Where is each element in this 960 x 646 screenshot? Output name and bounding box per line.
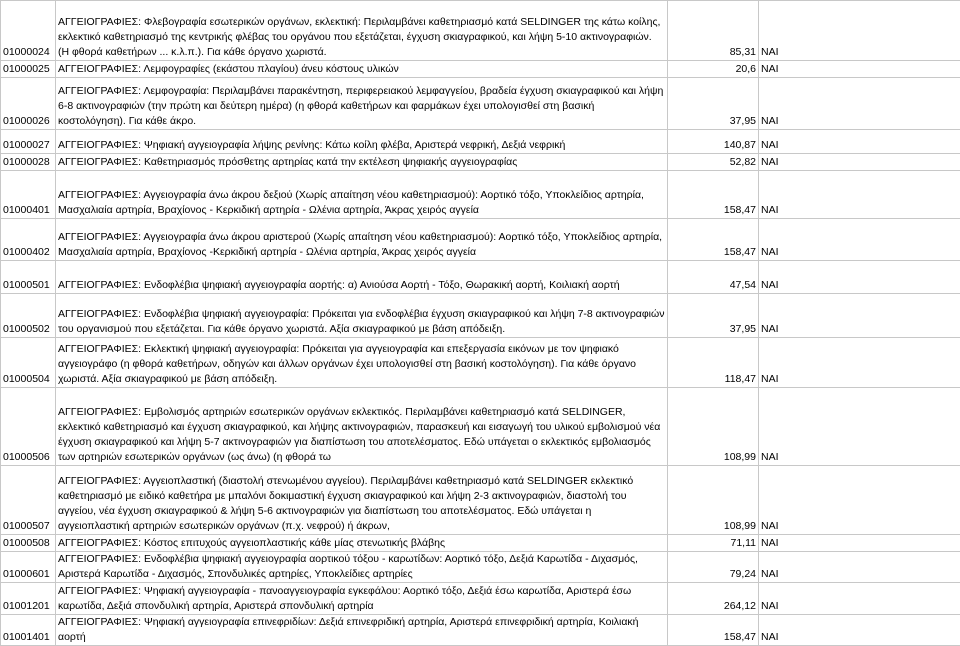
procedure-description-text: ΑΓΓΕΙΟΓΡΑΦΙΕΣ: Ψηφιακή αγγειογραφία λήψης ρενίνης: Κάτω κοίλη φλέβα, Αριστερά νεφρική, Δεξιά νεφρική: [58, 138, 665, 153]
procedure-price[interactable]: 79,24: [668, 552, 759, 583]
procedure-description[interactable]: [56, 615, 668, 646]
procedure-description[interactable]: [56, 130, 668, 154]
procedure-description-text: ΑΓΓΕΙΟΓΡΑΦΙΕΣ: Εμβολισμός αρτηριών εσωτερικών οργάνων εκλεκτικός. Περιλαμβάνει καθετηριασμό κατά SELDINGER, εκλεκτικό καθετηριασμό και έγχυση σκιαγραφικού, και λήψης ακτινογραφιών, παρασκευή και εισαγωγή του υλικού εμβολισμού νέα έγχυση σκιαγραφικού και λήψη 5-7 ακτινογραφιών για διαπίστωση του αποτελέσματος. Εδώ υπάγεται ο εκλεκτικός εμβολιασμός των αρτηριών εσωτερικών οργάνων (ως άνω) (η φθορά τω: [58, 405, 665, 465]
procedure-code[interactable]: 01000506: [1, 388, 56, 466]
procedure-description[interactable]: [56, 535, 668, 552]
procedure-code[interactable]: 01000025: [1, 61, 56, 78]
procedure-code[interactable]: 01000401: [1, 171, 56, 219]
table-row: [1, 171, 960, 219]
procedure-code[interactable]: 01000027: [1, 130, 56, 154]
procedure-price[interactable]: 52,82: [668, 154, 759, 171]
procedure-price[interactable]: 264,12: [668, 583, 759, 615]
coverage-flag[interactable]: ΝΑΙ: [759, 261, 960, 294]
procedure-price[interactable]: 108,99: [668, 466, 759, 535]
procedure-description-text: ΑΓΓΕΙΟΓΡΑΦΙΕΣ: Λεμφογραφίες (εκάστου πλαγίου) άνευ κόστους υλικών: [58, 62, 665, 77]
procedure-description[interactable]: [56, 552, 668, 583]
procedure-code[interactable]: 01001201: [1, 583, 56, 615]
procedure-description-text: ΑΓΓΕΙΟΓΡΑΦΙΕΣ: Ενδοφλέβια ψηφιακή αγγειογραφία αορτής: α) Ανιούσα Αορτή - Τόξο, Θωρακική αορτή, Κοιλιακή αορτή: [58, 278, 665, 293]
procedure-description[interactable]: [56, 219, 668, 261]
coverage-flag[interactable]: ΝΑΙ: [759, 388, 960, 466]
coverage-flag[interactable]: ΝΑΙ: [759, 338, 960, 388]
procedure-price[interactable]: 108,99: [668, 388, 759, 466]
table-row: [1, 615, 960, 646]
procedure-description[interactable]: [56, 466, 668, 535]
procedure-price[interactable]: 47,54: [668, 261, 759, 294]
table-row: [1, 294, 960, 338]
procedure-price[interactable]: 20,6: [668, 61, 759, 78]
procedure-code[interactable]: 01000028: [1, 154, 56, 171]
coverage-flag[interactable]: ΝΑΙ: [759, 535, 960, 552]
table-row: [1, 583, 960, 615]
coverage-flag[interactable]: ΝΑΙ: [759, 171, 960, 219]
coverage-flag[interactable]: ΝΑΙ: [759, 130, 960, 154]
procedure-price[interactable]: 118,47: [668, 338, 759, 388]
procedure-description-text: ΑΓΓΕΙΟΓΡΑΦΙΕΣ: Καθετηριασμός πρόσθετης αρτηρίας κατά την εκτέλεση ψηφιακής αγγειογραφίας: [58, 155, 665, 170]
procedure-description[interactable]: [56, 154, 668, 171]
procedure-code[interactable]: 01000504: [1, 338, 56, 388]
procedure-description-text: ΑΓΓΕΙΟΓΡΑΦΙΕΣ: Ενδοφλέβια ψηφιακή αγγειογραφία: Πρόκειται για ενδοφλέβια έγχυση σκιαγραφικού και λήψη 7-8 ακτινογραφιών του οργανισμού που εξετάζεται. Για κάθε όργανο χωριστά. Αξία σκιαγραφικού με βάση απόδειξη.: [58, 307, 665, 337]
coverage-flag[interactable]: ΝΑΙ: [759, 294, 960, 338]
procedure-code[interactable]: 01001401: [1, 615, 56, 646]
procedure-price[interactable]: 140,87: [668, 130, 759, 154]
table-row: [1, 130, 960, 154]
table-row: [1, 466, 960, 535]
coverage-flag[interactable]: ΝΑΙ: [759, 615, 960, 646]
procedure-description[interactable]: [56, 338, 668, 388]
table-row: [1, 61, 960, 78]
procedure-description[interactable]: [56, 78, 668, 130]
procedure-price[interactable]: 85,31: [668, 1, 759, 61]
table-row: [1, 154, 960, 171]
coverage-flag[interactable]: ΝΑΙ: [759, 78, 960, 130]
table-row: [1, 535, 960, 552]
coverage-flag[interactable]: ΝΑΙ: [759, 61, 960, 78]
procedure-price[interactable]: 37,95: [668, 78, 759, 130]
table-row: [1, 219, 960, 261]
procedure-code[interactable]: 01000024: [1, 1, 56, 61]
procedure-description-text: ΑΓΓΕΙΟΓΡΑΦΙΕΣ: Ψηφιακή αγγειογραφία επινεφριδίων: Δεξιά επινεφριδική αρτηρία, Αριστερά επινεφριδική αρτηρία, Κοιλιακή αορτή: [58, 615, 665, 645]
coverage-flag[interactable]: ΝΑΙ: [759, 466, 960, 535]
procedure-description-text: ΑΓΓΕΙΟΓΡΑΦΙΕΣ: Ενδοφλέβια ψηφιακή αγγειογραφία αορτικού τόξου - καρωτίδων: Αορτικό τόξο, Δεξιά Καρωτίδα - Διχασμός, Αριστερά Καρωτίδα - Διχασμός, Σπονδυλικές αρτηρίες, Υποκλείδιες αρτηρίες: [58, 552, 665, 582]
coverage-flag[interactable]: ΝΑΙ: [759, 1, 960, 61]
table-row: [1, 388, 960, 466]
procedure-description[interactable]: [56, 388, 668, 466]
procedure-description-text: ΑΓΓΕΙΟΓΡΑΦΙΕΣ: Αγγειογραφία άνω άκρου αριστερού (Χωρίς απαίτηση νέου καθετηριασμού): Αορτικό τόξο, Υποκλείδιος αρτηρία, Μασχαλιαία αρτηρία, Βραχίονος -Κερκιδική αρτηρία - Ωλένια αρτηρία, Άκρας χειρός αγγεία: [58, 230, 665, 260]
procedure-description[interactable]: [56, 261, 668, 294]
procedure-description[interactable]: [56, 294, 668, 338]
procedure-description[interactable]: [56, 61, 668, 78]
procedure-description[interactable]: [56, 583, 668, 615]
procedure-description-text: ΑΓΓΕΙΟΓΡΑΦΙΕΣ: Κόστος επιτυχούς αγγειοπλαστικής κάθε μίας στενωτικής βλάβης: [58, 536, 665, 551]
procedure-price[interactable]: 158,47: [668, 171, 759, 219]
procedure-price[interactable]: 37,95: [668, 294, 759, 338]
coverage-flag[interactable]: ΝΑΙ: [759, 219, 960, 261]
table-row: [1, 78, 960, 130]
table-row: [1, 261, 960, 294]
procedure-code[interactable]: 01000501: [1, 261, 56, 294]
table-row: [1, 1, 960, 61]
procedure-description-text: ΑΓΓΕΙΟΓΡΑΦΙΕΣ: Εκλεκτική ψηφιακή αγγειογραφία: Πρόκειται για αγγειογραφία και επεξεργασία εικόνων με τον ψηφιακό αγγειογράφο (η φθορά καθετήρων, οδηγών και άλλων οργάνων έχει υπολογισθεί στη βασική κοστολόγηση). Για κάθε όργανο χωριστά. Αξία σκιαγραφικού με βάση απόδειξη.: [58, 342, 665, 387]
coverage-flag[interactable]: ΝΑΙ: [759, 552, 960, 583]
procedure-code[interactable]: 01000507: [1, 466, 56, 535]
procedure-description-text: ΑΓΓΕΙΟΓΡΑΦΙΕΣ: Αγγειοπλαστική (διαστολή στενωμένου αγγείου). Περιλαμβάνει καθετηριασμό κατά SELDINGER εκλεκτικό καθετηριασμό με ειδικό καθετήρα με μπαλόνι δοκιμαστική έγχυση σκιαγραφικού και λήψη 2-3 ακτινογραφιών, διαστολή του αγγείου, νέα έγχυση σκιαγραφικού & λήψη 5-6 ακτινογραφιών για διαπίστωση του αποτελέσματος. Εδώ υπάγεται η αγγειοπλαστική αρτηριών εσωτερικών οργάνων (π.χ. νεφρού) ή άκρων,: [58, 474, 665, 534]
procedure-code[interactable]: 01000508: [1, 535, 56, 552]
table-row: [1, 338, 960, 388]
table-row: [1, 552, 960, 583]
procedure-price[interactable]: 71,11: [668, 535, 759, 552]
tariff-table-body: [1, 1, 960, 646]
coverage-flag[interactable]: ΝΑΙ: [759, 154, 960, 171]
procedure-code[interactable]: 01000502: [1, 294, 56, 338]
procedure-description[interactable]: [56, 1, 668, 61]
procedure-code[interactable]: 01000402: [1, 219, 56, 261]
procedure-description-text: ΑΓΓΕΙΟΓΡΑΦΙΕΣ: Φλεβογραφία εσωτερικών οργάνων, εκλεκτική: Περιλαμβάνει καθετηριασμό κατά SELDINGER της κάτω κοίλης, εκλεκτικό καθετηριασμό της κεντρικής φλέβας του οργάνου που εξετάζεται, έγχυση σκιαγραφικού, και λήψη 5-10 ακτινογραφιών. (Η φθορά καθετήρων ... κ.λ.π.). Για κάθε όργανο χωριστά.: [58, 15, 665, 60]
procedure-description[interactable]: [56, 171, 668, 219]
coverage-flag[interactable]: ΝΑΙ: [759, 583, 960, 615]
procedure-description-text: ΑΓΓΕΙΟΓΡΑΦΙΕΣ: Ψηφιακή αγγειογραφία - πανοαγγειογραφία εγκεφάλου: Αορτικό τόξο, Δεξιά έσω καρωτίδα, Αριστερά έσω καρωτίδα, Δεξιά σπονδυλική αρτηρία, Αριστερά σπονδυλική αρτηρία: [58, 584, 665, 614]
procedure-description-text: ΑΓΓΕΙΟΓΡΑΦΙΕΣ: Λεμφογραφία: Περιλαμβάνει παρακέντηση, περιφερειακού λεμφαγγείου, βραδεία έγχυση σκιαγραφικού και λήψη 6-8 ακτινογραφιών (την πρώτη και δεύτερη ημέρα) (η φθορά καθετήρων και φαρμάκων έχει υπολογισθεί στη βασική κοστολόγηση). Για κάθε άκρο.: [58, 84, 665, 129]
procedure-code[interactable]: 01000601: [1, 552, 56, 583]
procedure-price[interactable]: 158,47: [668, 615, 759, 646]
procedure-code[interactable]: 01000026: [1, 78, 56, 130]
procedure-price[interactable]: 158,47: [668, 219, 759, 261]
procedure-description-text: ΑΓΓΕΙΟΓΡΑΦΙΕΣ: Αγγειογραφία άνω άκρου δεξιού (Χωρίς απαίτηση νέου καθετηριασμού): Αορτικό τόξο, Υποκλείδιος αρτηρία, Μασχαλιαία αρτηρία, Βραχίονος - Κερκιδική αρτηρία - Ωλένια αρτηρία, Άκρας χειρός αγγεία: [58, 188, 665, 218]
